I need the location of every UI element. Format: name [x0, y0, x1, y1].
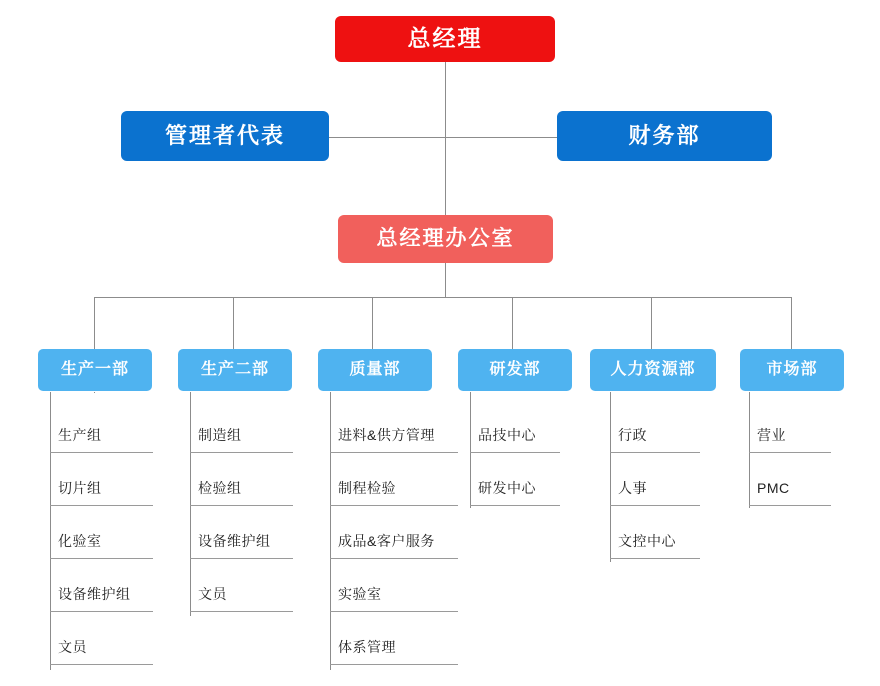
list-item[interactable]: 成品&客户服务 [330, 523, 458, 559]
list-item[interactable]: 制程检验 [330, 470, 458, 506]
list-item[interactable]: 实验室 [330, 576, 458, 612]
connector-bus-to-dept-5 [651, 297, 652, 349]
list-item[interactable]: 文员 [50, 629, 153, 665]
list-item[interactable]: 研发中心 [470, 470, 560, 506]
dept-node-2[interactable]: 生产二部 [178, 349, 292, 391]
connector-bus-to-dept-1 [94, 297, 95, 349]
node-general-manager[interactable]: 总经理 [335, 16, 555, 62]
dept-node-3[interactable]: 质量部 [318, 349, 432, 391]
node-management-representative[interactable]: 管理者代表 [121, 111, 329, 161]
list-item[interactable]: 化验室 [50, 523, 153, 559]
connector-bus-to-dept-2 [233, 297, 234, 349]
list-item[interactable]: 检验组 [190, 470, 293, 506]
list-item[interactable]: 人事 [610, 470, 700, 506]
list-item[interactable]: 设备维护组 [50, 576, 153, 612]
connector-bus-to-dept-4 [512, 297, 513, 349]
connector-dept1-to-leaves [94, 392, 95, 393]
dept-node-5[interactable]: 人力资源部 [590, 349, 716, 391]
list-item[interactable]: 设备维护组 [190, 523, 293, 559]
list-item[interactable]: 文控中心 [610, 523, 700, 559]
list-item[interactable]: 体系管理 [330, 629, 458, 665]
connector-bus-to-dept-6 [791, 297, 792, 349]
connector-dept-bus [94, 297, 791, 298]
list-item[interactable]: 营业 [749, 417, 831, 453]
list-item[interactable]: 进料&供方管理 [330, 417, 458, 453]
dept-node-1[interactable]: 生产一部 [38, 349, 152, 391]
list-item[interactable]: 生产组 [50, 417, 153, 453]
connector-office-to-bus [445, 262, 446, 297]
list-item[interactable]: 文员 [190, 576, 293, 612]
list-item[interactable]: 切片组 [50, 470, 153, 506]
connector-bus-to-dept-3 [372, 297, 373, 349]
dept-node-6[interactable]: 市场部 [740, 349, 844, 391]
dept-node-4[interactable]: 研发部 [458, 349, 572, 391]
list-item[interactable]: 行政 [610, 417, 700, 453]
list-item[interactable]: 制造组 [190, 417, 293, 453]
list-item[interactable]: 品技中心 [470, 417, 560, 453]
node-finance-department[interactable]: 财务部 [557, 111, 772, 161]
list-item[interactable]: PMC [749, 470, 831, 506]
node-gm-office[interactable]: 总经理办公室 [338, 215, 553, 263]
